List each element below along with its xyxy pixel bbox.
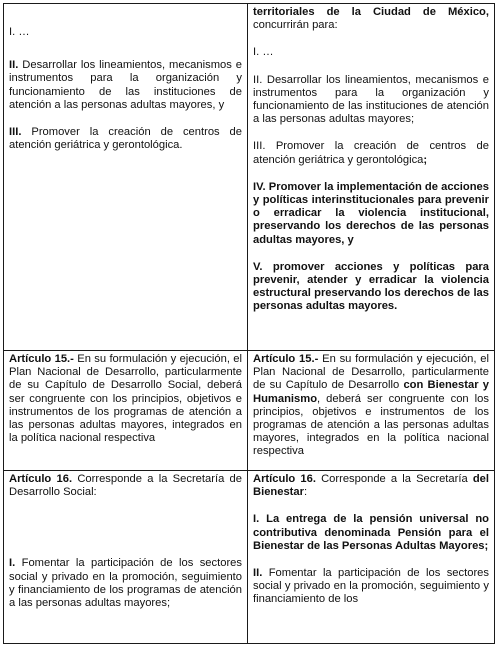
intro-proposed (253, 6, 489, 32)
table-row (4, 4, 495, 351)
table-row (4, 351, 495, 471)
fraction-number: III. (9, 126, 22, 139)
fraction-i-proposed: I. … (253, 46, 274, 59)
article-number: Artículo 15.- (253, 353, 319, 365)
added-semicolon: ; (423, 153, 428, 166)
article-number: Artículo 16. (253, 473, 316, 485)
fraction-text: Promover la creación de centros de atención geriátrica y gerontológica. (9, 126, 242, 152)
article-15-proposed (253, 353, 489, 459)
fraction-iii-current (9, 126, 242, 152)
fraction-text: III. Promover la creación de centros de atención geriátrica y gerontológica (253, 140, 489, 166)
proposed-text-cell (248, 471, 495, 644)
article-16-proposed (253, 473, 489, 499)
intro-bold: territoriales de la Ciudad de México, (253, 6, 489, 18)
fraction-v-proposed: V. promover acciones y políticas para prevenir, atender y erradicar la violencia estructural preservando los derechos de las personas adultas mayores. (253, 260, 489, 313)
fraction-number: II. (9, 59, 19, 72)
fraction-iii-proposed (253, 140, 489, 166)
article-text-rest: , deberá ser congruente con los principios, objetivos e instrumentos de los programas de atención a las personas adultas mayores, integrados en la política nacional respectiva (253, 392, 489, 458)
article-text: En su formulación y ejecución, el Plan Nacional de Desarrollo, particularmente de su Capítulo de Desarrollo (253, 353, 490, 392)
fraction-text: Fomentar la participación de los sectores social y privado en la promoción, seguimiento y financiamiento de los programas de atención a las personas adultas mayores; (9, 557, 242, 610)
amendment-bold: con Bienestar y Humanismo (253, 379, 489, 405)
fraction-i-current (9, 557, 242, 610)
current-text-cell (4, 4, 248, 351)
fraction-number: II. (253, 567, 263, 580)
comparison-table (3, 3, 495, 644)
article-15-current (9, 353, 242, 445)
article-text: Corresponde a la Secretaría de Desarrollo Social: (9, 473, 242, 499)
article-16-current (9, 473, 242, 499)
article-colon: : (304, 486, 308, 499)
current-text-cell (4, 351, 248, 471)
intro-text: concurrirán para: (253, 19, 338, 32)
table-row (4, 471, 495, 644)
fraction-ii-current (9, 59, 242, 112)
fraction-i-proposed: I. La entrega de la pensión universal no contributiva denominada Pensión para el Bienestar de las Personas Adultas Mayores; (253, 513, 489, 552)
proposed-text-cell (248, 4, 495, 351)
article-number: Artículo 16. (9, 473, 73, 485)
proposed-text-cell (248, 351, 495, 471)
article-text: Corresponde a la Secretaría (315, 473, 473, 485)
article-number: Artículo 15.- (9, 353, 74, 365)
fraction-i-current: I. … (9, 26, 30, 38)
fraction-text: Desarrollar los lineamientos, mecanismos e instrumentos para la organización y funcionamiento de las instituciones de atención a las personas adultas mayores, y (9, 59, 242, 111)
fraction-ii-proposed: II. Desarrollar los lineamientos, mecanismos e instrumentos para la organización y funcionamiento de las instituciones de atención a las personas adultas mayores; (253, 73, 489, 126)
fraction-ii-proposed (253, 567, 489, 607)
current-text-cell (4, 471, 248, 644)
fraction-text: Fomentar la participación de los sectores social y privado en la promoción, seguimiento y financiamiento de los (253, 567, 489, 606)
fraction-number: I. (9, 557, 16, 570)
amendment-bold: del Bienestar (253, 473, 489, 499)
fraction-iv-proposed: IV. Promover la implementación de acciones y políticas interinstitucionales para prevenir o erradicar la violencia institucional, preservando los derechos de las personas adultas mayores, y (253, 180, 489, 246)
article-text: En su formulación y ejecución, el Plan Nacional de Desarrollo, particularmente de su Capítulo de Desarrollo Social, deberá ser congruente con los principios, objetivos e instrumentos de los programas de atención a las personas adultas mayores, integrados en la política nacional respectiva (9, 353, 243, 445)
